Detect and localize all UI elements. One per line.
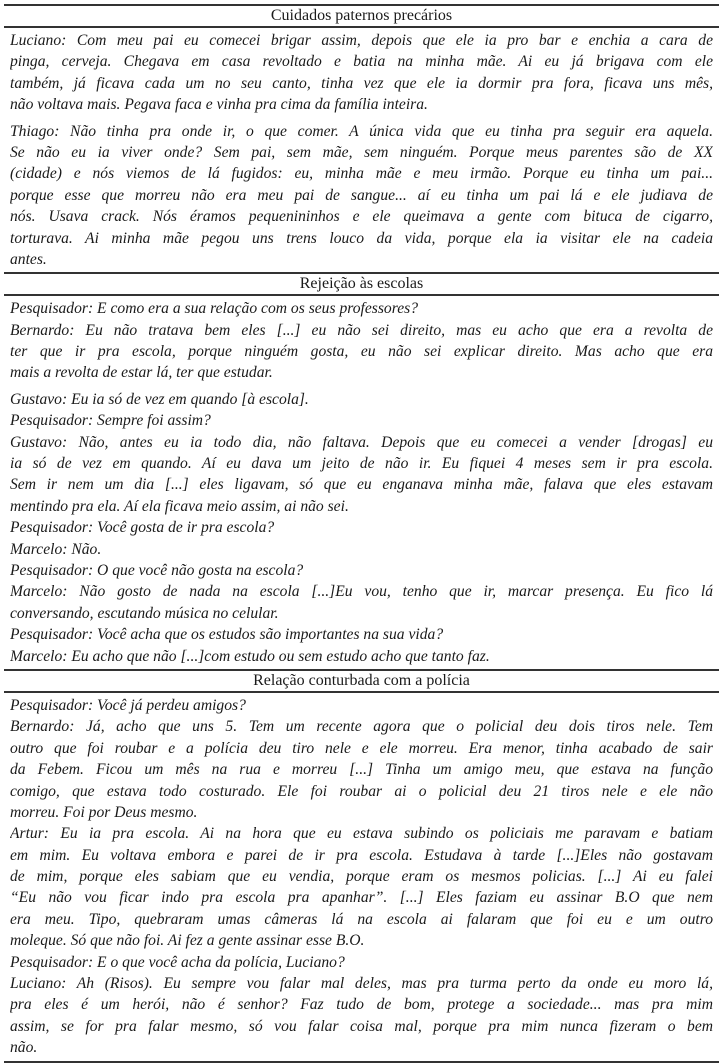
quote-line: Marcelo: Não. xyxy=(10,540,102,558)
quote-line: Artur: Eu ia pra escola. Ai na hora que eu estava subindo os policiais me paravam e batiam xyxy=(10,825,713,843)
quote-paragraph xyxy=(10,121,713,271)
quote-line: em mim. Eu voltava embora e parei de ir pra escola. Estudava à tarde [...]Eles não gostavam xyxy=(10,846,713,864)
quote-paragraph xyxy=(10,695,713,716)
quote-line: Marcelo: Eu acho que não [...]com estudo ou sem estudo acho que tanto faz. xyxy=(10,647,490,665)
quote-line: da Febem. Ficou um mês na rua e morreu [...] Tinha um amigo meu, que estava na função xyxy=(10,761,713,779)
section-header: Cuidados paternos precários xyxy=(4,4,719,28)
quote-line: Pesquisador: Você já perdeu amigos? xyxy=(10,696,246,714)
quote-line: ia só de vez em quando. Aí eu dava um jeito de não ir. Eu fiquei 4 meses sem ir pra escola. xyxy=(10,455,713,473)
quote-line: Luciano: Com meu pai eu comecei brigar assim, depois que ele ia pro bar e enchia a cara de xyxy=(10,32,713,49)
quote-line: Pesquisador: E o que você acha da polícia, Luciano? xyxy=(10,953,345,971)
quote-line: Thiago: Não tinha pra onde ir, o que comer. A única vida que eu tinha pra seguir era aquela. xyxy=(10,122,713,140)
quote-line: não. xyxy=(10,1039,38,1057)
quote-paragraph xyxy=(10,952,713,973)
section-body xyxy=(4,693,719,1061)
section-body xyxy=(4,296,719,669)
quote-line: pra eles é um herói, não é senhor? Faz tudo de bom, protege a sociedade... mas pra mim xyxy=(10,996,713,1014)
quote-line: mentindo pra ela. Aí ela ficava meio assim, ai não sei. xyxy=(10,497,349,515)
quote-line: Pesquisador: E como era a sua relação com os seus professores? xyxy=(10,300,418,318)
section-body xyxy=(4,28,719,272)
section-header: Relação conturbada com a polícia xyxy=(4,669,719,693)
quote-line: Se não eu ia viver onde? Sem pai, sem mãe, sem ninguém. Porque meus parentes são de XX xyxy=(10,143,713,161)
quote-line: Gustavo: Não, antes eu ia todo dia, não faltava. Depois que eu comecei a vender [drogas] eu xyxy=(10,433,713,451)
quote-paragraph xyxy=(10,624,713,645)
quote-paragraph xyxy=(10,298,713,319)
interview-excerpts-table xyxy=(4,4,719,1063)
quote-line: torturava. Ai minha mãe pegou uns trens louco da vida, porque ela ia visitar ele na cadeia xyxy=(10,229,713,247)
quote-paragraph xyxy=(10,432,713,518)
quote-paragraph xyxy=(10,560,713,581)
quote-line: nós. Usava crack. Nós éramos pequenininhos e ele queimava a gente com bituca de cigarro, xyxy=(10,208,713,226)
quote-line: outro que foi roubar e a polícia deu tiro nele e ele morreu. Era menor, tinha acabado de sair xyxy=(10,739,713,757)
section-header: Rejeição às escolas xyxy=(4,272,719,296)
quote-line: porque esse que morreu não era meu pai de sangue... aí eu tinha um pai lá e ele judiava de xyxy=(10,186,713,204)
quote-paragraph xyxy=(10,973,713,1059)
quote-paragraph xyxy=(10,539,713,560)
quote-paragraph xyxy=(10,517,713,538)
quote-line: Marcelo: Não gosto de nada na escola [...]Eu vou, tenho que ir, marcar presença. Eu fico lá xyxy=(10,583,713,601)
quote-line: Pesquisador: Sempre foi assim? xyxy=(10,412,211,430)
quote-line: conversando, escutando música no celular. xyxy=(10,604,279,622)
quote-line: “Eu não vou ficar indo pra escola pra apanhar”. [...] Eles faziam eu assinar B.O que nem xyxy=(10,889,713,907)
quote-line: Luciano: Ah (Risos). Eu sempre vou falar mal deles, mas pra turma perto da onde eu moro lá, xyxy=(10,975,713,993)
quote-line: pinga, cerveja. Chegava em casa revoltado e batia na minha mãe. Ai eu já brigava com ele xyxy=(10,53,713,71)
quote-line: de mim, porque eles sabiam que eu vendia, porque eram os mesmos policias. [...] Ai eu falei xyxy=(10,868,713,886)
table-bottom-rule xyxy=(4,1061,719,1063)
quote-line: era meu. Tipo, quebraram umas câmeras lá na escola ai falaram que foi eu e um outro xyxy=(10,910,713,928)
quote-line: Sem ir nem um dia [...] eles ligavam, só que eu enganava minha mãe, falava que eles estavam xyxy=(10,476,713,494)
quote-line: mais a revolta de estar lá, ter que estudar. xyxy=(10,364,273,382)
quote-paragraph xyxy=(10,30,713,116)
quote-line: antes. xyxy=(10,250,47,268)
quote-paragraph xyxy=(10,646,713,667)
quote-line: Pesquisador: Você gosta de ir pra escola? xyxy=(10,519,275,537)
quote-line: moleque. Só que não foi. Ai fez a gente assinar esse B.O. xyxy=(10,932,365,950)
quote-paragraph xyxy=(10,320,713,384)
quote-line: Gustavo: Eu ia só de vez em quando [à escola]. xyxy=(10,390,309,408)
quote-line: Bernardo: Já, acho que uns 5. Tem um recente agora que o policial deu dois tiros nele. Tem xyxy=(10,718,713,736)
quote-line: Pesquisador: O que você não gosta na escola? xyxy=(10,561,304,579)
quote-line: comigo, que estava todo costurado. Ele foi roubar ai o policial deu 21 tiros nele e ele não xyxy=(10,782,713,800)
quote-paragraph xyxy=(10,581,713,624)
quote-line: ter que ir pra escola, porque ninguém gosta, eu não sei explicar direito. Mas acho que era xyxy=(10,343,713,361)
quote-line: Pesquisador: Você acha que os estudos são importantes na sua vida? xyxy=(10,626,444,644)
quote-paragraph xyxy=(10,389,713,410)
quote-line: também, já ficava cada um no seu canto, tinha vez que ele ia dormir pra fora, ficava uns mês, xyxy=(10,74,713,92)
quote-line: não voltava mais. Pegava faca e vinha pra cima da família inteira. xyxy=(10,96,428,114)
quote-paragraph xyxy=(10,823,713,951)
quote-line: assim, se for pra falar mesmo, só vou falar coisa mal, porque pra mim nunca fizeram o bem xyxy=(10,1017,713,1035)
quote-line: (cidade) e nós viemos de lá fugidos: eu, minha mãe e meu irmão. Porque eu tinha um pai... xyxy=(10,165,713,183)
quote-paragraph xyxy=(10,410,713,431)
quote-paragraph xyxy=(10,716,713,823)
quote-line: morreu. Foi por Deus mesmo. xyxy=(10,803,198,821)
quote-line: Bernardo: Eu não tratava bem eles [...] eu não sei direito, mas eu acho que era a revolta de xyxy=(10,321,713,339)
